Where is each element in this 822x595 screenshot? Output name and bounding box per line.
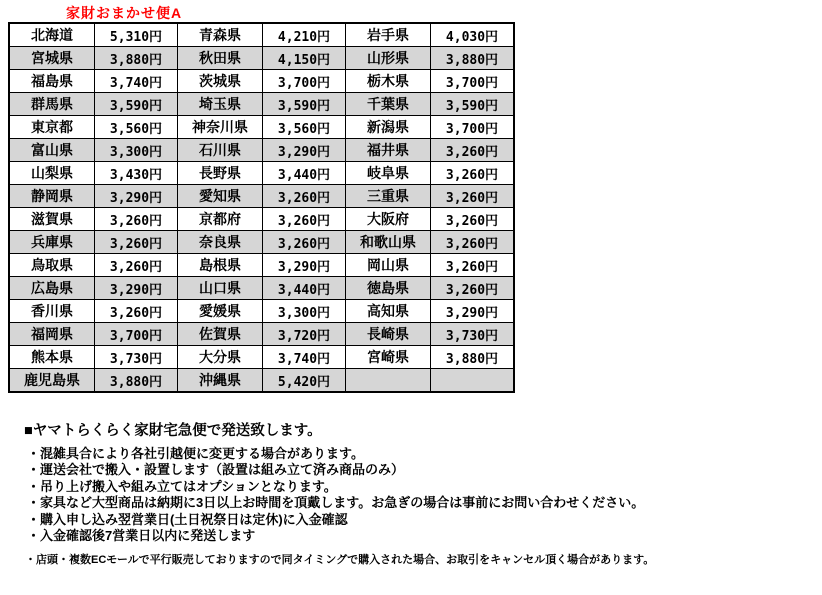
note-line: ・運送会社で搬入・設置します（設置は組み立て済み商品のみ） xyxy=(27,462,405,478)
price-cell: 3,730円 xyxy=(95,346,178,369)
page-title: 家財おまかせ便A xyxy=(66,5,183,21)
price-cell: 3,260円 xyxy=(263,185,346,208)
prefecture-cell: 福島県 xyxy=(9,70,95,93)
table-row xyxy=(9,185,514,208)
notes-list xyxy=(27,446,644,544)
price-cell: 3,440円 xyxy=(263,277,346,300)
prefecture-cell: 愛知県 xyxy=(178,185,263,208)
disclaimer-note: ・店頭・複数ECモールで平行販売しておりますので同タイミングで購入された場合、お取引をキャンセル頂く場合があります。 xyxy=(25,554,655,566)
table-row xyxy=(9,70,514,93)
price-cell xyxy=(431,369,515,393)
prefecture-cell: 鹿児島県 xyxy=(9,369,95,393)
prefecture-cell: 三重県 xyxy=(346,185,431,208)
prefecture-cell: 静岡県 xyxy=(9,185,95,208)
prefecture-cell: 京都府 xyxy=(178,208,263,231)
price-cell: 5,420円 xyxy=(263,369,346,393)
prefecture-cell: 兵庫県 xyxy=(9,231,95,254)
prefecture-cell: 和歌山県 xyxy=(346,231,431,254)
price-cell: 3,560円 xyxy=(263,116,346,139)
prefecture-cell: 福岡県 xyxy=(9,323,95,346)
price-cell: 5,310円 xyxy=(95,23,178,47)
price-cell: 3,590円 xyxy=(263,93,346,116)
table-row xyxy=(9,323,514,346)
prefecture-cell: 新潟県 xyxy=(346,116,431,139)
prefecture-cell: 長野県 xyxy=(178,162,263,185)
table-row xyxy=(9,254,514,277)
prefecture-cell: 鳥取県 xyxy=(9,254,95,277)
price-cell: 3,260円 xyxy=(431,185,515,208)
prefecture-cell: 岡山県 xyxy=(346,254,431,277)
price-cell: 3,880円 xyxy=(431,346,515,369)
note-line: ・購入申し込み翌営業日(土日祝祭日は定休)に入金確認 xyxy=(27,511,348,527)
table-row xyxy=(9,300,514,323)
prefecture-cell: 佐賀県 xyxy=(178,323,263,346)
price-cell: 3,260円 xyxy=(431,277,515,300)
prefecture-cell: 石川県 xyxy=(178,139,263,162)
table-row xyxy=(9,346,514,369)
prefecture-cell: 岐阜県 xyxy=(346,162,431,185)
price-cell: 3,880円 xyxy=(431,47,515,70)
table-row xyxy=(9,23,514,47)
price-cell: 3,260円 xyxy=(431,162,515,185)
price-cell: 3,260円 xyxy=(431,231,515,254)
price-cell: 3,290円 xyxy=(95,185,178,208)
prefecture-cell: 大分県 xyxy=(178,346,263,369)
price-cell: 3,700円 xyxy=(431,70,515,93)
prefecture-cell: 茨城県 xyxy=(178,70,263,93)
prefecture-cell: 宮城県 xyxy=(9,47,95,70)
prefecture-cell: 沖縄県 xyxy=(178,369,263,393)
prefecture-cell: 群馬県 xyxy=(9,93,95,116)
price-cell: 3,260円 xyxy=(431,208,515,231)
price-cell: 3,260円 xyxy=(431,139,515,162)
table-row xyxy=(9,231,514,254)
price-cell: 3,300円 xyxy=(95,139,178,162)
prefecture-cell: 徳島県 xyxy=(346,277,431,300)
prefecture-cell: 秋田県 xyxy=(178,47,263,70)
table-row xyxy=(9,93,514,116)
price-cell: 3,300円 xyxy=(263,300,346,323)
price-cell: 3,260円 xyxy=(95,300,178,323)
prefecture-cell: 山口県 xyxy=(178,277,263,300)
price-cell: 3,290円 xyxy=(95,277,178,300)
price-cell: 3,730円 xyxy=(431,323,515,346)
shipping-method-heading: ■ヤマトらくらく家財宅急便で発送致します。 xyxy=(24,423,322,439)
prefecture-cell: 大阪府 xyxy=(346,208,431,231)
price-cell: 3,880円 xyxy=(95,47,178,70)
prefecture-cell: 青森県 xyxy=(178,23,263,47)
prefecture-cell: 富山県 xyxy=(9,139,95,162)
prefecture-cell: 岩手県 xyxy=(346,23,431,47)
prefecture-cell: 千葉県 xyxy=(346,93,431,116)
price-cell: 3,260円 xyxy=(95,231,178,254)
price-cell: 3,260円 xyxy=(263,208,346,231)
price-cell: 3,700円 xyxy=(263,70,346,93)
price-cell: 3,740円 xyxy=(95,70,178,93)
table-row xyxy=(9,162,514,185)
price-cell: 3,290円 xyxy=(263,139,346,162)
prefecture-cell xyxy=(346,369,431,393)
price-cell: 3,430円 xyxy=(95,162,178,185)
prefecture-cell: 広島県 xyxy=(9,277,95,300)
prefecture-cell: 熊本県 xyxy=(9,346,95,369)
price-cell: 3,290円 xyxy=(431,300,515,323)
price-cell: 3,720円 xyxy=(263,323,346,346)
price-cell: 3,290円 xyxy=(263,254,346,277)
prefecture-cell: 香川県 xyxy=(9,300,95,323)
prefecture-cell: 奈良県 xyxy=(178,231,263,254)
prefecture-cell: 山梨県 xyxy=(9,162,95,185)
prefecture-cell: 高知県 xyxy=(346,300,431,323)
table-row xyxy=(9,277,514,300)
shipping-fee-table xyxy=(8,22,515,393)
prefecture-cell: 栃木県 xyxy=(346,70,431,93)
prefecture-cell: 長崎県 xyxy=(346,323,431,346)
note-line: ・家具など大型商品は納期に3日以上お時間を頂戴します。お急ぎの場合は事前にお問い合わせください。 xyxy=(27,495,645,511)
table-row xyxy=(9,47,514,70)
note-line: ・入金確認後7営業日以内に発送します xyxy=(27,528,256,544)
prefecture-cell: 神奈川県 xyxy=(178,116,263,139)
prefecture-cell: 福井県 xyxy=(346,139,431,162)
table-row xyxy=(9,208,514,231)
price-cell: 3,560円 xyxy=(95,116,178,139)
price-cell: 3,880円 xyxy=(95,369,178,393)
prefecture-cell: 埼玉県 xyxy=(178,93,263,116)
price-cell: 3,700円 xyxy=(95,323,178,346)
price-cell: 3,260円 xyxy=(263,231,346,254)
prefecture-cell: 北海道 xyxy=(9,23,95,47)
prefecture-cell: 滋賀県 xyxy=(9,208,95,231)
price-cell: 3,740円 xyxy=(263,346,346,369)
price-cell: 3,590円 xyxy=(95,93,178,116)
prefecture-cell: 宮崎県 xyxy=(346,346,431,369)
price-cell: 3,590円 xyxy=(431,93,515,116)
prefecture-cell: 山形県 xyxy=(346,47,431,70)
prefecture-cell: 島根県 xyxy=(178,254,263,277)
price-cell: 3,260円 xyxy=(431,254,515,277)
prefecture-cell: 愛媛県 xyxy=(178,300,263,323)
price-cell: 3,260円 xyxy=(95,208,178,231)
price-cell: 3,260円 xyxy=(95,254,178,277)
table-row xyxy=(9,116,514,139)
price-cell: 3,440円 xyxy=(263,162,346,185)
note-line: ・吊り上げ搬入や組み立てはオプションとなります。 xyxy=(27,478,337,494)
price-cell: 3,700円 xyxy=(431,116,515,139)
price-cell: 4,030円 xyxy=(431,23,515,47)
price-cell: 4,150円 xyxy=(263,47,346,70)
note-line: ・混雑具合により各社引越便に変更する場合があります。 xyxy=(27,446,364,461)
prefecture-cell: 東京都 xyxy=(9,116,95,139)
table-row xyxy=(9,369,514,393)
table-row xyxy=(9,139,514,162)
price-cell: 4,210円 xyxy=(263,23,346,47)
